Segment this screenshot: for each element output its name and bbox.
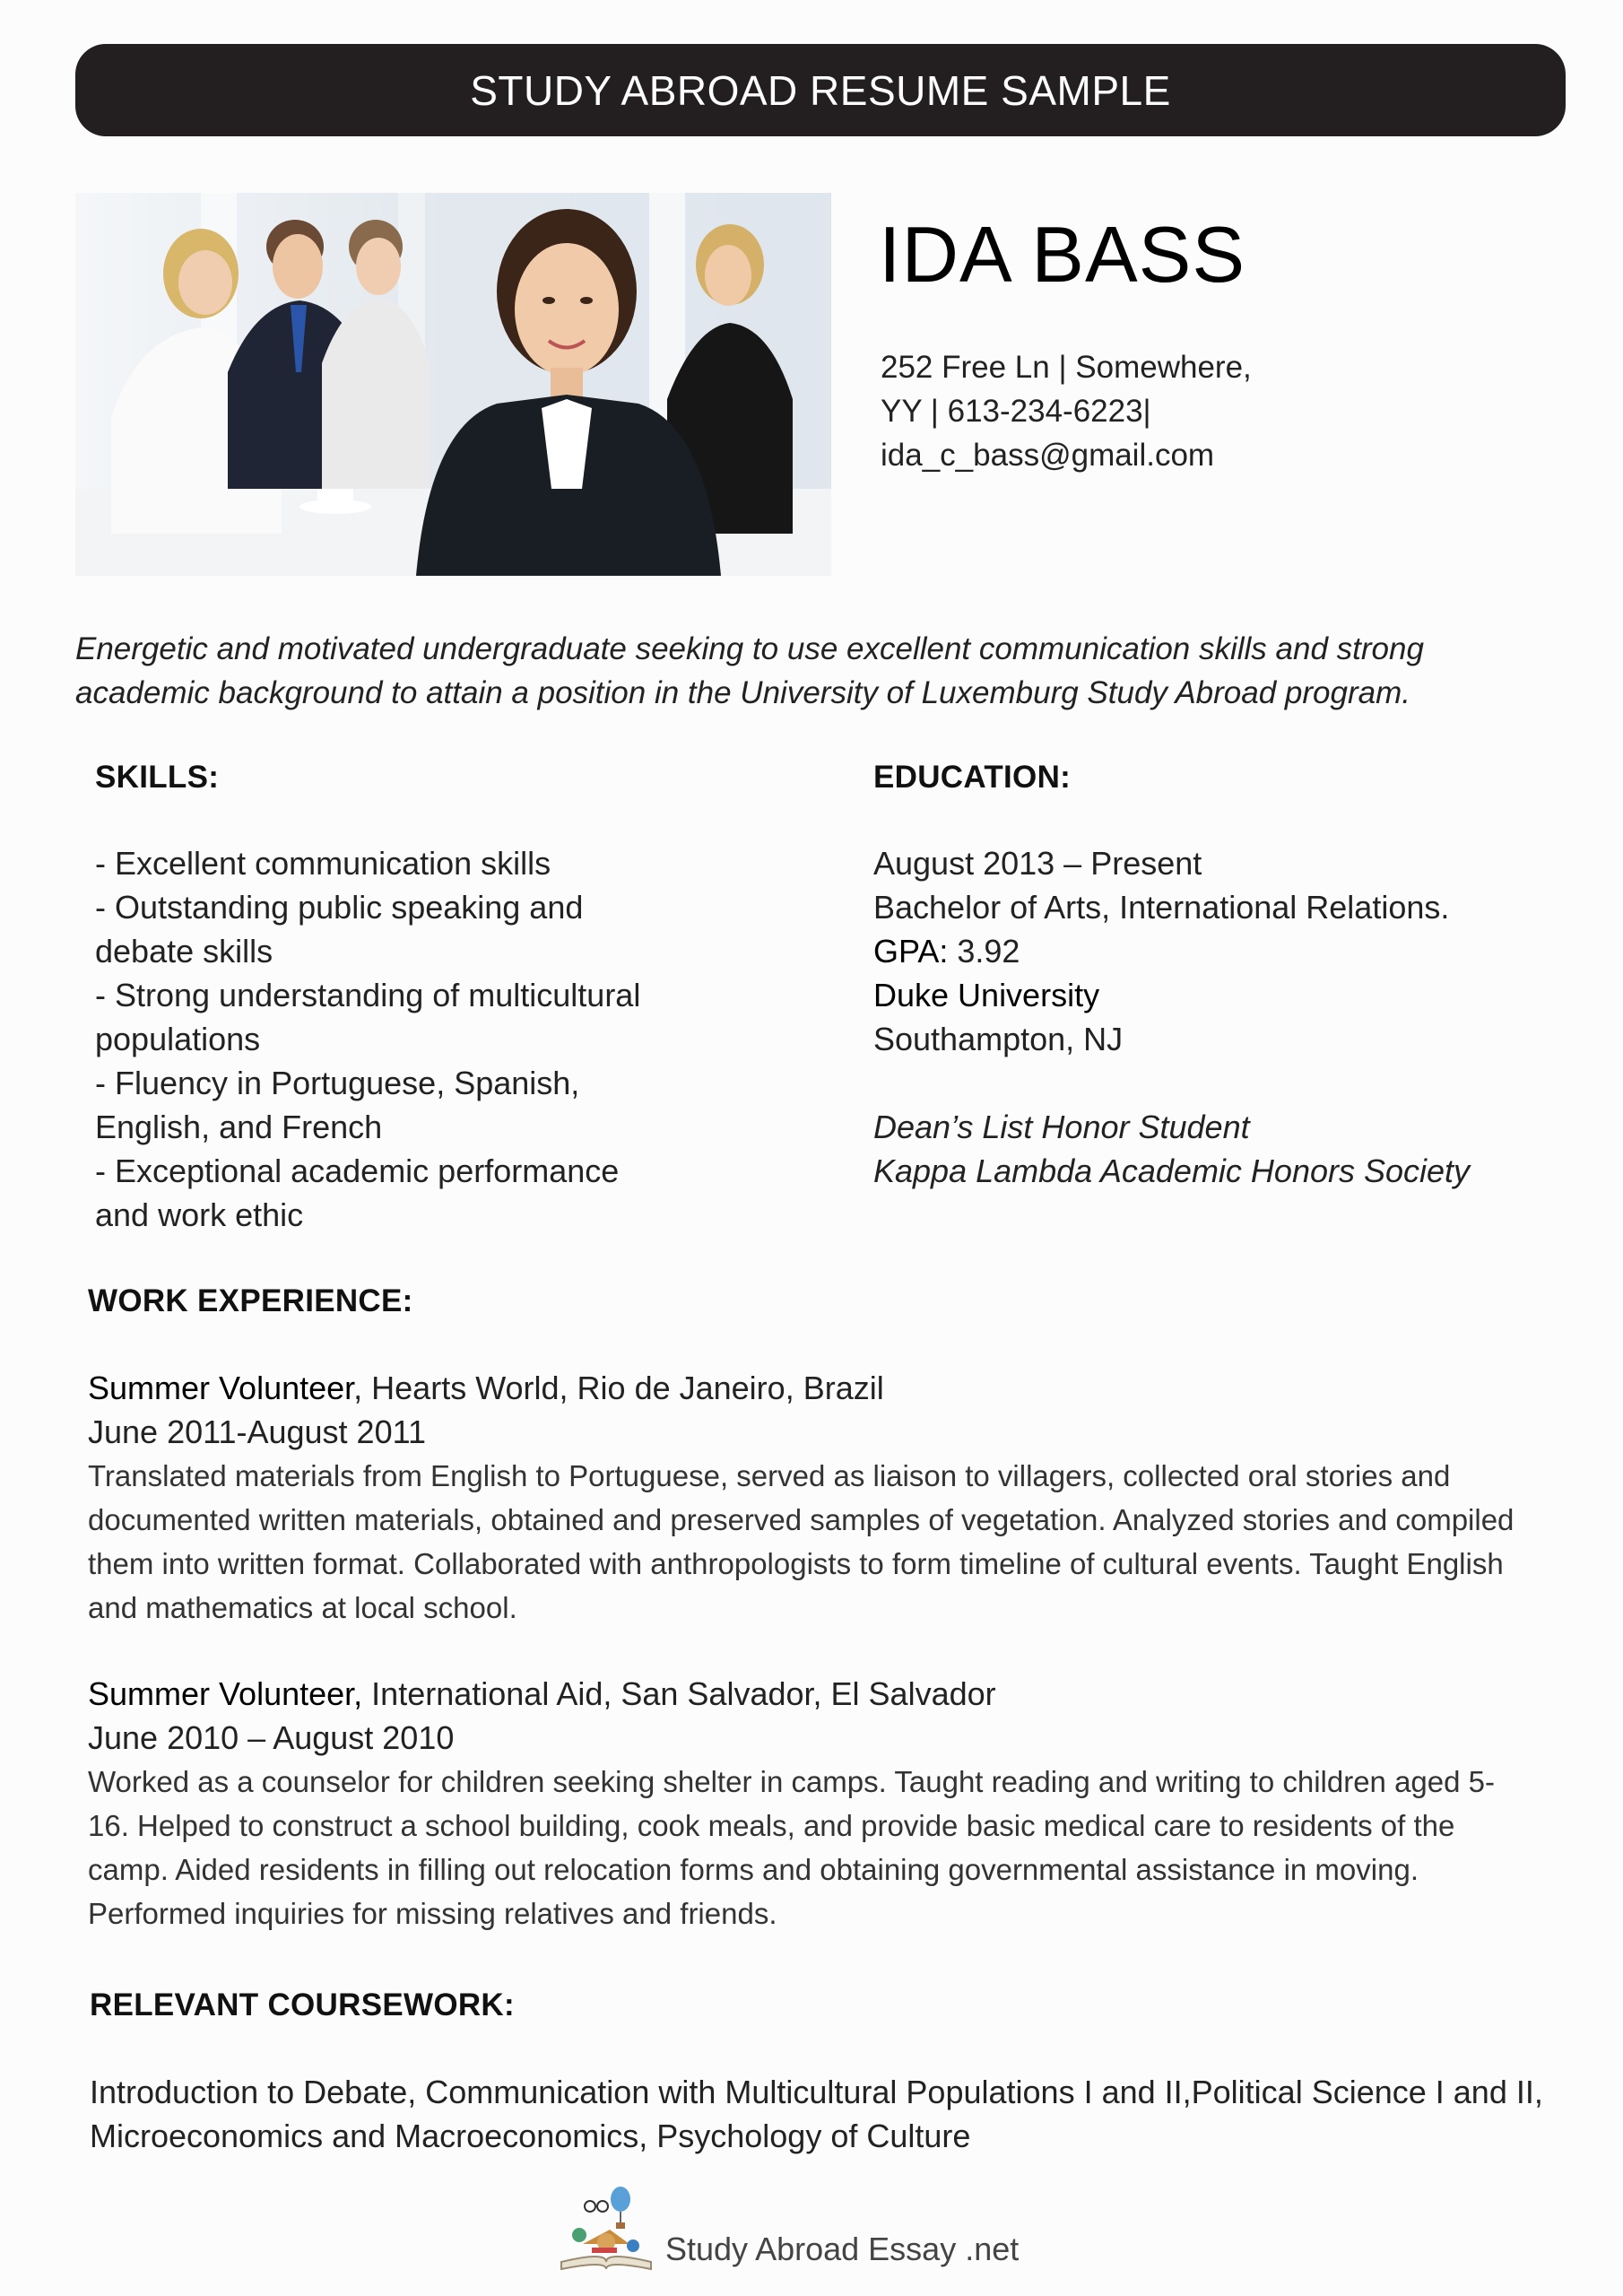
- skills-line: - Excellent communication skills: [95, 845, 551, 882]
- skills-line: - Strong understanding of multicultural: [95, 977, 641, 1013]
- work-heading: WORK EXPERIENCE:: [88, 1283, 413, 1318]
- coursework-heading: RELEVANT COURSEWORK:: [90, 1987, 515, 2022]
- footer-text: Study Abroad Essay .net: [665, 2231, 1020, 2267]
- job-description: Worked as a counselor for children seeking shelter in camps. Taught reading and writing to children aged 5-16. Helped to construct a school building, cook meals, and provide basic medical care to residents of the camp. Aided residents in filling out relocation forms and obtaining governmental assistance in moving. Performed inquiries for missing relatives and friends.: [88, 1765, 1495, 1930]
- education-honor: Dean’s List Honor Student: [873, 1109, 1250, 1145]
- education-degree: Bachelor of Arts, International Relations.: [873, 889, 1450, 926]
- skills-list: [95, 841, 812, 1237]
- profile-photo: [75, 193, 831, 576]
- skills-line: - Fluency in Portuguese, Spanish,: [95, 1065, 580, 1101]
- job-title: [88, 1366, 884, 1410]
- gpa-value: 3.92: [957, 933, 1020, 970]
- education-dates: August 2013 – Present: [873, 845, 1202, 882]
- skills-line: - Exceptional academic performance: [95, 1152, 620, 1189]
- office-photo-illustration: [75, 193, 831, 576]
- job-dates: June 2010 – August 2010: [88, 1719, 455, 1756]
- skills-line: - Outstanding public speaking and: [95, 889, 584, 926]
- skills-line: debate skills: [95, 933, 273, 970]
- gpa-label: GPA:: [873, 933, 949, 970]
- contact-address: 252 Free Ln | Somewhere,: [881, 350, 1252, 385]
- job-description: Translated materials from English to Portuguese, served as liaison to villagers, collected oral stories and documented written materials, obtained and preserved samples of vegetation. Analyzed stories and compiled them into written format. Collaborated with anthropologists to form timeline of cultural events. Taught English and mathematics at local school.: [88, 1459, 1515, 1624]
- job-title: [88, 1672, 996, 1716]
- job-organization: International Aid, San Salvador, El Salvador: [362, 1675, 996, 1712]
- education-school: Duke University: [873, 977, 1100, 1013]
- skills-heading: SKILLS:: [95, 760, 220, 795]
- skills-line: English, and French: [95, 1109, 383, 1145]
- objective-summary: Energetic and motivated undergraduate seeking to use excellent communication skills and strong academic background to attain a position in the University of Luxemburg Study Abroad program.: [75, 631, 1424, 710]
- education-heading: EDUCATION:: [873, 760, 1072, 795]
- footer-brand: [556, 2175, 1019, 2274]
- title-banner: [75, 44, 1566, 136]
- banner-title: STUDY ABROAD RESUME SAMPLE: [470, 66, 1171, 114]
- skills-line: populations: [95, 1021, 261, 1057]
- candidate-name: IDA BASS: [879, 210, 1246, 299]
- book-logo-icon: [556, 2179, 656, 2274]
- job-role: Summer Volunteer: [88, 1370, 354, 1406]
- skills-line: and work ethic: [95, 1196, 304, 1233]
- education-honor: Kappa Lambda Academic Honors Society: [873, 1152, 1471, 1189]
- job-dates: June 2011-August 2011: [88, 1413, 426, 1450]
- education-location: Southampton, NJ: [873, 1021, 1124, 1057]
- contact-info: [881, 345, 1508, 477]
- education-gpa: [873, 929, 1555, 973]
- job-role: Summer Volunteer,: [88, 1675, 363, 1712]
- job-organization: , Hearts World, Rio de Janeiro, Brazil: [353, 1370, 884, 1406]
- contact-email: ida_c_bass@gmail.com: [881, 438, 1215, 473]
- education-section: [873, 841, 1555, 1193]
- contact-phone: YY | 613-234-6223|: [881, 394, 1151, 429]
- coursework-list: Introduction to Debate, Communication with Multicultural Populations I and II,Political Science I and II, Microeconomics and Macroeconomics, Psychology of Culture: [90, 2074, 1543, 2154]
